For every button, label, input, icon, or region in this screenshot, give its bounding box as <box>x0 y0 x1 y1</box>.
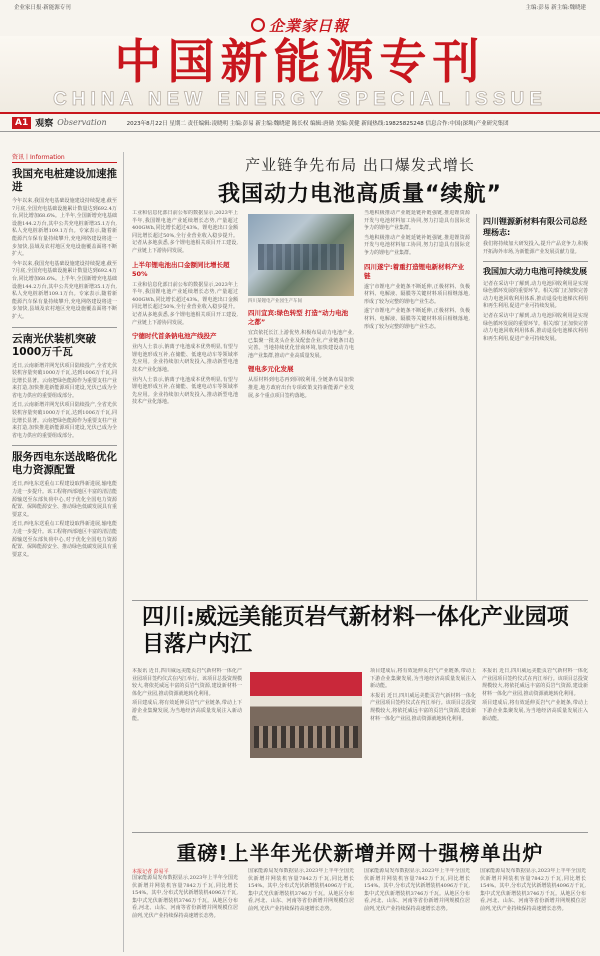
lead-col-1 <box>132 210 238 602</box>
article-body: 国家能源局发布数据显示,2023年上半年全国光伏新增并网装机容量7842万千瓦,同比增长154%。其中,分布式光伏新增装机4096万千瓦,集中式光伏新增装机3746万千瓦。从地区分布看,河北、山东、河南等省份新增并网规模位居前列,光伏产业持续保持高速增长态势。 <box>132 875 238 919</box>
article-body: 今年以来,我国充电基础设施建设持续提速,截至7月底,全国充电基础设施累计数量达到692.4万台,同比增加68.6%。上半年,全国新增充电基础设施144.2万台,其中公共充电桩新增35.1万台,私人充电桩新增109.1万台。专家表示,随着新能源汽车保有量持续攀升,充电网络建设将进一步加快,县域及农村地区充电设施覆盖面将不断扩大。 <box>12 260 117 320</box>
story2-body <box>132 668 588 828</box>
lead-col-3 <box>364 210 470 602</box>
article-body: 当地积极推动产业链延链补链强链,推进锂资源开发与电池材料加工协同,努力打造具有国际竞争力的锂电产业集群。 <box>364 210 470 232</box>
article-body: 当地积极推动产业链延链补链强链,推进锂资源开发与电池材料加工协同,努力打造具有国际竞争力的锂电产业集群。 <box>364 234 470 256</box>
article-body: 本报讯 近日,四川威远美能页岩气新材料一体化产业园项目签约仪式在内江举行。该项目总投资规模较大,将依托威远丰富的页岩气资源,建设新材料一体化产业园,推动资源就地转化利用。 <box>132 668 242 697</box>
article-body: 记者在采访中了解到,动力电池回收利用是实现绿色循环发展的重要环节。相关部门正加快完善动力电池回收利用体系,推动退役电池梯次利用和再生利用,促进产业可持续发展。 <box>483 313 588 342</box>
article-subhead: 宁德时代首条钠电池产线投产 <box>132 332 217 341</box>
article-headline: 服务西电东送战略优化电力资源配置 <box>12 451 117 477</box>
story3-headline: 重磅!上半年光伏新增并网十强榜单出炉 <box>176 841 544 865</box>
article-body: 国家能源局发布数据显示,2023年上半年全国光伏新增并网装机容量7842万千瓦,同比增长154%。其中,分布式光伏新增装机4096万千瓦,集中式光伏新增装机3746万千瓦。从地区分布看,河北、山东、河南等省份新增并网规模位居前列,光伏产业持续保持高速增长态势。 <box>364 868 470 912</box>
section-name-en: Observation <box>57 118 107 127</box>
article-body: 近日,西电东送重点工程建设取得新进展,输电能力进一步提升。该工程将西部地区丰富的清洁能源输送至东部负荷中心,对于优化全国电力资源配置、保障能源安全、推动绿色低碳发展具有重要意义。 <box>12 521 118 558</box>
article-body: 国家能源局发布数据显示,2023年上半年全国光伏新增并网装机容量7842万千瓦,同比增长154%。其中,分布式光伏新增装机4096万千瓦,集中式光伏新增装机3746万千瓦。从地区分布看,河北、山东、河南等省份新增并网规模位居前列,光伏产业持续保持高速增长态势。 <box>248 868 354 912</box>
article-body: 遂宁市锂电产业链条不断延伸,正极材料、负极材料、电解液、隔膜等关键材料项目相继落地,形成了较为完整的锂电产业生态。 <box>364 308 470 330</box>
factory-photo <box>248 214 354 296</box>
issue-info-bar <box>0 112 600 132</box>
article-subhead: 四川遂宁:着重打造锂电新材料产业链 <box>364 262 465 280</box>
sidebar-headline: 我国加大动力电池可持续发展 <box>483 267 587 277</box>
story2-headline: 四川:威远美能页岩气新材料一体化产业园项目落户内江 <box>142 605 569 657</box>
article-body: 业内人士表示,钠离子电池成本优势明显,有望与锂电池形成互补,在储能、低速电动车等领域率先应用。企业持续加大研发投入,推动新型电池技术产业化落地。 <box>132 344 238 373</box>
article-body: 国家能源局发布数据显示,2023年上半年全国光伏新增并网装机容量7842万千瓦,同比增长154%。其中,分布式光伏新增装机4096万千瓦,集中式光伏新增装机3746万千瓦。从地区分布看,河北、山东、河南等省份新增并网规模位居前列,光伏产业持续保持高速增长态势。 <box>480 868 586 912</box>
article-body: 本报讯 近日,四川威远美能页岩气新材料一体化产业园项目签约仪式在内江举行。该项目总投资规模较大,将依托威远丰富的页岩气资源,建设新材料一体化产业园,推动资源就地转化利用。 <box>370 692 476 722</box>
interview-column <box>476 214 588 600</box>
story2-header <box>132 600 588 658</box>
article-body: 项目建成后,将有效延伸页岩气产业链条,带动上下游企业集聚发展,为当地经济高质量发展注入新动能。 <box>370 668 476 690</box>
divider <box>483 261 588 262</box>
story2-col-1 <box>132 668 242 828</box>
article-body: 本报讯 近日,四川威远美能页岩气新材料一体化产业园项目签约仪式在内江举行。该项目总投资规模较大,将依托威远丰富的页岩气资源,建设新材料一体化产业园,推动资源就地转化利用。 <box>482 668 588 697</box>
brand-name: 企業家日報 <box>268 16 349 35</box>
article-body: 从原材料到电芯再到回收利用,全链条布局加快推进,地方政府出台专项政策支持新能源产业发展,多个重点项目签约落地。 <box>248 377 354 399</box>
divider <box>12 327 117 328</box>
divider <box>12 445 117 446</box>
info-column <box>12 152 124 952</box>
signing-ceremony-photo <box>250 672 362 758</box>
section-name: 观察 <box>35 119 54 129</box>
story2-col-3 <box>370 668 476 828</box>
top-info-left: 企业家日报·新能源专刊 <box>14 5 71 11</box>
info-section-tag: 资讯丨Information <box>12 152 117 163</box>
main-column <box>132 152 588 952</box>
article-body: 今年以来,我国充电基础设施建设持续提速,截至7月底,全国充电基础设施累计数量达到692.4万台,同比增加68.6%。上半年,全国新增充电基础设施144.2万台,其中公共充电桩新增35.1万台,私人充电桩新增109.1万台。专家表示,随着新能源汽车保有量持续攀升,充电网络建设将进一步加快,县域及农村地区充电设施覆盖面将不断扩大。 <box>12 198 117 258</box>
article-body: 宜宾依托长江上游优势,积极布局动力电池产业,已集聚一批龙头企业及配套企业,产业链条日趋完善。当地持续优化营商环境,加快建设动力电池产业集群,推动产业高质量发展。 <box>248 330 354 359</box>
story3-col-4 <box>480 868 586 952</box>
page-number: A1 <box>12 117 31 129</box>
story3-col-3 <box>364 868 470 952</box>
article-subhead: 四川宜宾:绿色转型 打造“动力电池之都” <box>248 309 349 326</box>
top-info-right: 主编:彭易 新主编:魏晓建 <box>525 5 586 11</box>
article-body: 业内人士表示,钠离子电池成本优势明显,有望与锂电池形成互补,在储能、低速电动车等领域率先应用。企业持续加大研发投入,推动新型电池技术产业化落地。 <box>132 376 238 406</box>
article-body: 项目建成后,将有效延伸页岩气产业链条,带动上下游企业集聚发展,为当地经济高质量发展注入新动能。 <box>132 700 242 722</box>
interview-headline: 四川锂源新材料有限公司总经理杨志: <box>483 217 587 237</box>
lead-article <box>132 210 470 602</box>
photo-caption: 四川某锂电产业园生产车间 <box>248 299 302 304</box>
article-headline: 我国充电桩建设加速推进 <box>12 168 117 193</box>
lead-headline: 我国动力电池高质量“续航” <box>218 182 502 207</box>
masthead-title: 中国新能源专刊 <box>114 35 486 90</box>
story3-col-1 <box>132 868 238 952</box>
masthead <box>0 36 600 112</box>
article-subhead: 锂电多元化发展 <box>248 365 294 374</box>
issue-meta: 2023年8月22日 星期二 责任编辑:凌晓明 主编:彭易 新主编:魏晓建 陈长权 编辑:唐勋 美编:黄健 新闻热线:19825825248 信息合作:中国(深圳)产业研究集团 <box>126 120 509 127</box>
story2-col-4 <box>482 668 588 828</box>
page-content <box>0 152 600 956</box>
article-subhead: 上半年锂电池出口金额同比增长超50% <box>132 260 230 278</box>
masthead-subtitle: CHINA NEW ENERGY SPECIAL ISSUE <box>53 89 547 110</box>
lead-kicker: 产业链争先布局 出口爆发式增长 <box>245 156 475 174</box>
article-body: 近日,云南新增并网光伏项目陆续投产,全省光伏装机容量突破1000万千瓦,达到1006万千瓦,同比增长显著。云南把绿色能源作为重要支柱产业来打造,加快推进新能源项目建设,光伏已成为全省电力供应的重要组成部分。 <box>12 362 118 399</box>
article-body: 我们将持续加大研发投入,提升产品竞争力,积极开拓海外市场,为新能源产业发展贡献力量。 <box>483 241 588 255</box>
article-body: 工业和信息化部日前公布的数据显示,2023年上半年,我国锂电池产业延续增长态势,产量超过400GWh,同比增长超过43%。锂电池出口金额同比增长超过50%,全行业营业收入稳步提升。记者从多地获悉,多个锂电池相关项目开工建设,产业链上下游协同发展。 <box>132 210 238 254</box>
story3-body <box>132 868 588 952</box>
story3-header <box>132 832 588 866</box>
article-body: 近日,云南新增并网光伏项目陆续投产,全省光伏装机容量突破1000万千瓦,达到1006万千瓦,同比增长显著。云南把绿色能源作为重要支柱产业来打造,加快推进新能源项目建设,光伏已成为全省电力供应的重要组成部分。 <box>12 402 118 439</box>
article-body: 工业和信息化部日前公布的数据显示,2023年上半年,我国锂电池产业延续增长态势,产量超过400GWh,同比增长超过43%。锂电池出口金额同比增长超过50%,全行业营业收入稳步提升。记者从多地获悉,多个锂电池相关项目开工建设,产业链上下游协同发展。 <box>132 281 238 326</box>
lead-col-2 <box>248 210 354 602</box>
article-body: 项目建成后,将有效延伸页岩气产业链条,带动上下游企业集聚发展,为当地经济高质量发展注入新动能。 <box>482 700 588 722</box>
brand-logo <box>0 14 600 36</box>
top-info-line <box>0 0 600 14</box>
story3-col-2 <box>248 868 354 952</box>
logo-seal-icon <box>251 18 265 32</box>
story3-byline: 本报记者 彭易平 <box>132 869 169 875</box>
article-body: 近日,西电东送重点工程建设取得新进展,输电能力进一步提升。该工程将西部地区丰富的清洁能源输送至东部负荷中心,对于优化全国电力资源配置、保障能源安全、推动绿色低碳发展具有重要意义。 <box>12 481 118 518</box>
article-body: 遂宁市锂电产业链条不断延伸,正极材料、负极材料、电解液、隔膜等关键材料项目相继落地,形成了较为完整的锂电产业生态。 <box>364 283 470 305</box>
article-headline: 云南光伏装机突破1000万千瓦 <box>12 332 96 358</box>
article-body: 记者在采访中了解到,动力电池回收利用是实现绿色循环发展的重要环节。相关部门正加快完善动力电池回收利用体系,推动退役电池梯次利用和再生利用,促进产业可持续发展。 <box>483 280 588 310</box>
